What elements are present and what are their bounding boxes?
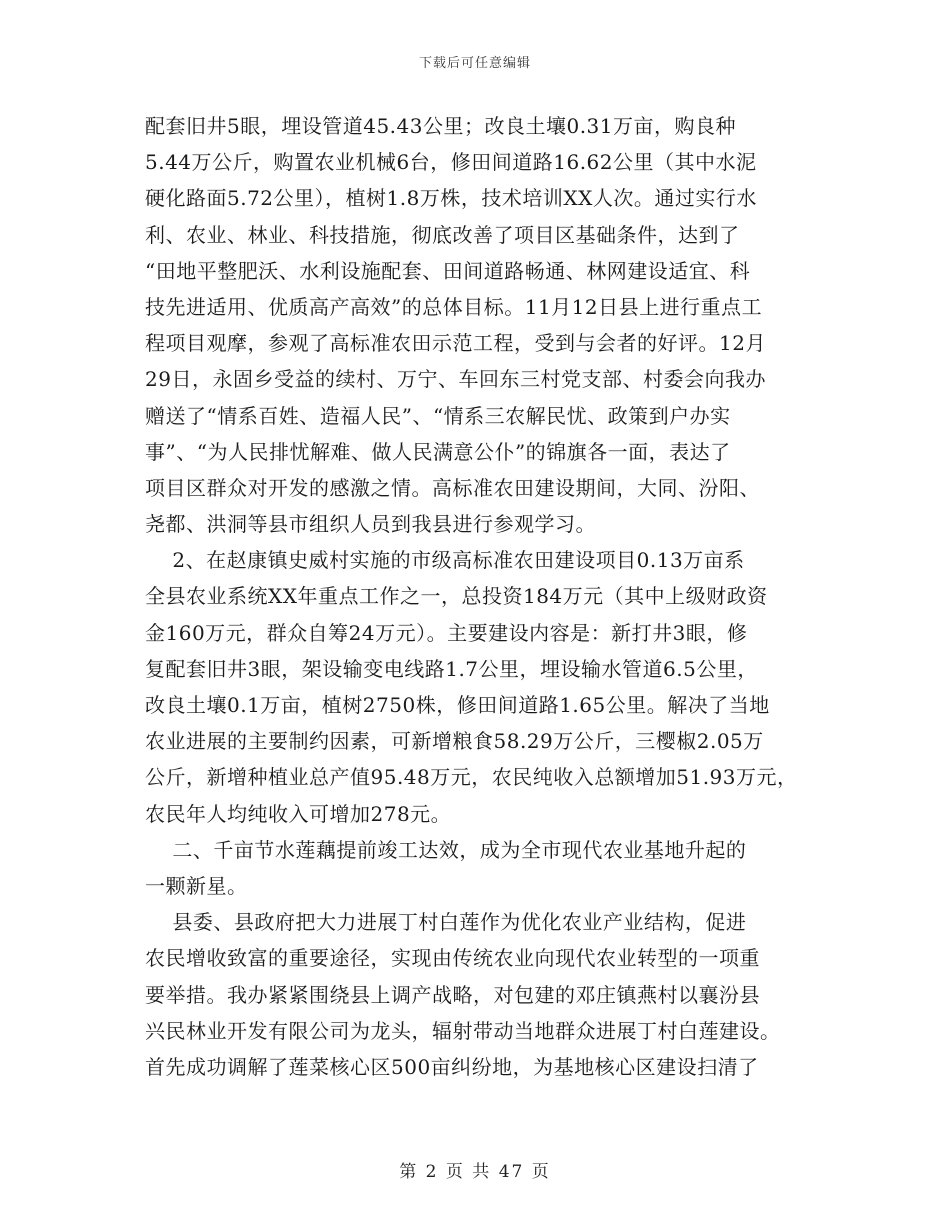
text-line: 县委、县政府把大力进展丁村白莲作为优化农业产业结构，促进 [145, 910, 747, 935]
text-line: 尧都、洪洞等县市组织人员到我县进行参观学习。 [145, 512, 596, 537]
text-line: 程项目观摩，参观了高标准农田示范工程，受到与会者的好评。12月 [145, 331, 766, 356]
page-header: 下载后可任意编辑 [418, 56, 531, 71]
text-line: 赠送了“情系百姓、造福人民”、“情系三农解民忧、政策到户办实 [145, 403, 731, 428]
text-line: 金160万元，群众自筹24万元）。主要建设内容是：新打井3眼，修 [145, 620, 748, 645]
text-line: 改良土壤0.1万亩，植树2750株，修田间道路1.65公里。解决了当地 [145, 693, 770, 717]
page-footer: 第 2 页 共 47 页 [399, 1162, 551, 1182]
text-line: 利、农业、林业、科技措施，彻底改善了项目区基础条件，达到了 [145, 222, 740, 247]
text-line: 公斤，新增种植业总产值95.48万元，农民纯收入总额增加51.93万元， [145, 765, 798, 790]
text-line: 项目区群众对开发的感激之情。高标准农田建设期间，大同、汾阳、 [145, 475, 760, 500]
text-line: 29日，永固乡受益的续村、万宁、车回东三村党支部、村委会向我办 [145, 367, 766, 392]
text-line: 事”、“为人民排忧解难、做人民满意公仆”的锦旗各一面，表达了 [145, 439, 731, 464]
text-line: 二、千亩节水莲藕提前竣工达效，成为全市现代农业基地升起的 [145, 837, 747, 862]
text-line: 全县农业系统XX年重点工作之一，总投资184万元（其中上级财政资 [145, 584, 768, 609]
document-body [145, 112, 825, 1089]
text-line: 农业进展的主要制约因素，可新增粮食58.29万公斤，三樱椒2.05万 [145, 729, 764, 754]
text-line: “田地平整肥沃、水利设施配套、田间道路畅通、林网建设适宜、科 [145, 258, 751, 283]
text-line: 一颗新星。 [145, 873, 248, 898]
text-line: 5.44万公斤，购置农业机械6台，修田间道路16.62公里（其中水泥 [145, 150, 757, 175]
text-line: 兴民林业开发有限公司为龙头，辐射带动当地群众进展丁村白莲建设。 [145, 1018, 781, 1043]
text-line: 技先进适用、优质高产高效”的总体目标。11月12日县上进行重点工 [145, 294, 763, 319]
text-line: 复配套旧井3眼，架设输变电线路1.7公里，埋设输水管道6.5公里， [145, 656, 758, 681]
text-line: 农民年人均纯收入可增加278元。 [145, 801, 452, 826]
text-line: 农民增收致富的重要途径，实现由传统农业向现代农业转型的一项重 [145, 946, 760, 971]
text-line: 配套旧井5眼，埋设管道45.43公里；改良土壤0.31万亩，购良种 [145, 114, 737, 138]
text-line: 首先成功调解了莲菜核心区500亩纠纷地，为基地核心区建设扫清了 [145, 1054, 759, 1079]
text-line: 硬化路面5.72公里），植树1.8万株，技术培训XX人次。通过实行水 [145, 186, 757, 211]
text-line: 要举措。我办紧紧围绕县上调产战略，对包建的邓庄镇燕村以襄汾县 [145, 982, 760, 1007]
text-line: 2、在赵康镇史威村实施的市级高标准农田建设项目0.13万亩系 [145, 548, 745, 573]
